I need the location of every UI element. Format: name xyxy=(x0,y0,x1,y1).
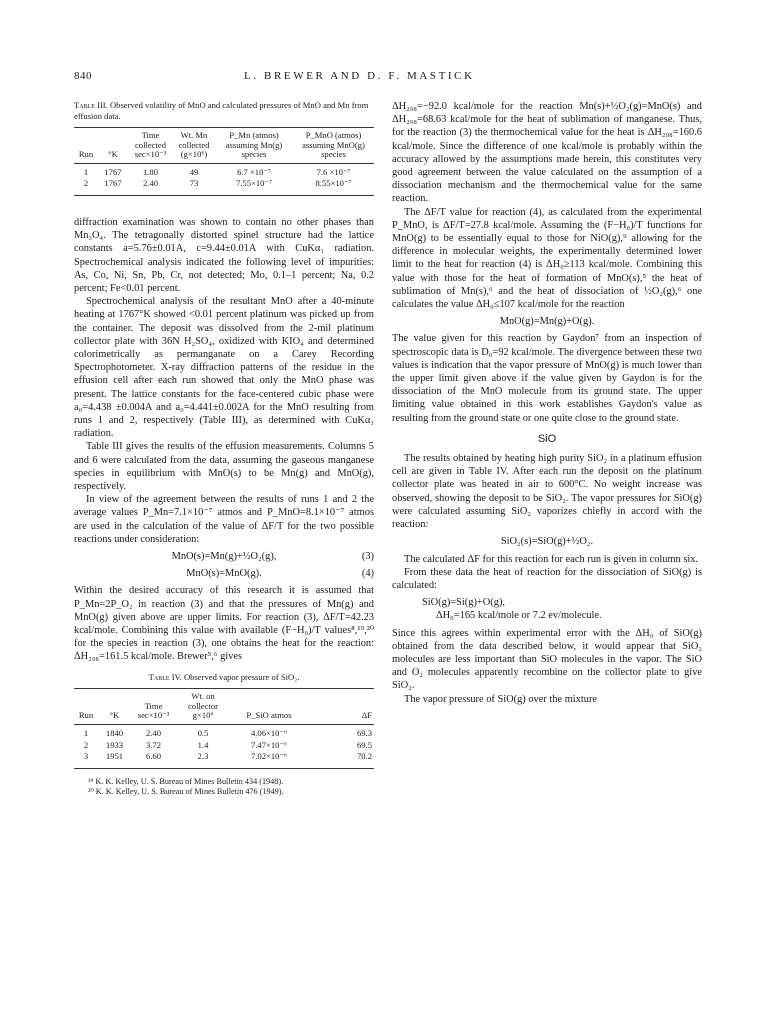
right-paragraph-6: From these data the heat of reaction for the dissociation of SiO(g) is calculated: xyxy=(392,566,702,591)
page-number: 840 xyxy=(74,70,92,82)
right-paragraph-5: The calculated ΔF for this reaction for each run is given in column six. xyxy=(404,553,699,565)
table4-caption-text: Observed vapor pressure of SiO₂. xyxy=(181,671,300,682)
table3-caption-label: Table III. xyxy=(74,100,108,110)
table-cell: 7.55×10⁻⁷ xyxy=(235,178,272,189)
right-paragraph-7: Since this agrees within experimental error with the ΔH₀ of SiO(g) obtained from the data described below, it would appear that SiO₂ molecules are less important than SiO molecules in the vapor. The SiO and O₂ molecules apparently recombine on the collector plate to give SiO₂. xyxy=(392,627,702,692)
equation-4-text: MnO(s)=MnO(g). xyxy=(186,568,262,580)
left-paragraph-4: In view of the agreement between the results of runs 1 and 2 the average values P_Mn=7.1×10⁻⁷ atmos and P_MnO=8.1×10⁻⁷ atmos are used in the calculation of the value of ΔF/T for the two possible reactions under consideration: xyxy=(74,494,374,545)
table4-caption xyxy=(74,672,374,683)
left-paragraph-5: Within the desired accuracy of this research it is assumed that P_Mn=2P_O₂ in reaction (3) and that the pressures of Mn(g) and MnO(g) given above are upper limits. For reaction (3), ΔF/T=42.23 kcal/mole. Combining this value with available (F−H₀)/T values⁸,¹⁹,²⁰ for the species in reaction (3), one obtains the heat for the reaction: ΔH₂₉₈=161.5 kcal/mole. Brewer⁵,⁶ gives xyxy=(74,585,374,663)
table-cell: 1.4 xyxy=(197,739,209,750)
equation-5: MnO(g)=Mn(g)+O(g). xyxy=(499,316,595,328)
table-cell: 3 xyxy=(83,751,89,762)
table4-header-row xyxy=(74,689,374,725)
table3-col-run: Run xyxy=(78,149,94,160)
table4-col-run: Run xyxy=(78,710,94,721)
table-row xyxy=(74,163,374,178)
table4-col-time: Time sec×10⁻³ xyxy=(137,700,170,721)
table-cell: 2.40 xyxy=(142,178,159,189)
table-cell: 1 xyxy=(83,727,89,738)
table-cell: 8.55×10⁻⁷ xyxy=(315,178,352,189)
table3-caption-text: Observed volatility of MnO and calculated pressures of MnO and Mn from effusion data. xyxy=(74,100,369,121)
table-cell: 2.40 xyxy=(145,727,162,738)
table4-col-psio: P_SiO atmos xyxy=(246,710,292,721)
table3-col-pmn: P_Mn (atmos) assuming Mn(g) species xyxy=(225,130,283,160)
right-paragraph-3: The value given for this reaction by Gaydon⁷ from an inspection of spectroscopic data is D₀=92 kcal/mole. The divergence between these two values is indication that the vapor pressure of MnO(g) is much lower than the upper limit given above if the value given by Gaydon is for the dissociation of the MnO molecule from its ground state. The upper limiting value obtained in this work establishes Gaydon's value as resulting from the ground state or one quite close to the ground state. xyxy=(392,333,702,424)
table3-col-time: Time collected sec×10⁻³ xyxy=(134,130,167,160)
table4-col-wt: Wt. on collector g×10⁶ xyxy=(187,691,219,721)
table4 xyxy=(74,688,374,769)
table-cell: 1.80 xyxy=(142,166,159,177)
table-row xyxy=(74,751,374,768)
table3-col-temp: °K xyxy=(108,149,118,160)
table-cell: 6.7 ×10⁻⁷ xyxy=(237,166,271,177)
table-cell: 1767 xyxy=(104,178,122,189)
table-cell: 2.3 xyxy=(197,751,209,762)
left-paragraph-3: Table III gives the results of the effusion measurements. Columns 5 and 6 were calculated from the data, assuming the gaseous manganese species in equilibrium with MnO(s) to be Mn(g) and MnO(g), respectively. xyxy=(74,441,374,493)
table-row xyxy=(74,740,374,752)
running-head: L. BREWER AND D. F. MASTICK xyxy=(244,70,475,82)
table3-col-pmno: P_MnO (atmos) assuming MnO(g) species xyxy=(302,130,365,160)
table-cell: 7.02×10⁻⁶ xyxy=(250,751,287,762)
table-cell: 69.5 xyxy=(356,739,372,750)
table-cell: 2 xyxy=(83,739,89,750)
table-cell: 1933 xyxy=(105,739,124,750)
table-cell: 1767 xyxy=(104,166,122,177)
footnote-20: ²⁰ K. K. Kelley, U. S. Bureau of Mines Bulletin 476 (1949). xyxy=(88,787,284,797)
equation-7-line-1: SiO(g)=Si(g)+O(g), xyxy=(422,597,506,609)
table-cell: 1951 xyxy=(105,751,124,762)
table3-caption xyxy=(74,100,374,121)
equation-3 xyxy=(74,550,374,563)
table-cell: 69.3 xyxy=(356,727,372,738)
equation-7 xyxy=(392,596,702,622)
table4-col-df: ΔF xyxy=(361,710,372,721)
table4-col-temp: °K xyxy=(109,710,120,721)
table-cell: 1840 xyxy=(105,727,124,738)
left-column xyxy=(74,100,374,798)
table-cell: 7.6 ×10⁻⁷ xyxy=(316,166,351,177)
table-cell: 73 xyxy=(189,178,199,189)
table-cell: 7.47×10⁻⁶ xyxy=(250,739,287,750)
page-header xyxy=(74,70,702,86)
right-paragraph-8: The vapor pressure of SiO(g) over the mixture xyxy=(404,693,598,705)
table-cell: 6.60 xyxy=(145,751,162,762)
right-paragraph-1: ΔH₂₉₈=−92.0 kcal/mole for the reaction Mn(s)+½O₂(g)=MnO(s) and ΔH₂₉₈=68.63 kcal/mole for the heat of sublimation of manganese. Thus, for the reaction (3) the thermochemical value for the heat is ΔH₂₉₈=160.6 kcal/mole. Since the difference of one kcal/mole is probably within the accuracy allowed by the assumptions made herein, this constitutes very good agreement between the value calculated on the assumption of a dissociation mechanism and the thermochemical value for the same reaction. xyxy=(392,101,702,205)
table-cell: 2 xyxy=(83,178,89,189)
right-paragraph-4: The results obtained by heating high purity SiO₂ in a platinum effusion cell are given in Table IV. After each run the deposit on the platinum collector plate was heated in air to 600°C. No weight increase was observed, showing the deposit to be SiO₂. The vapor pressures for SiO(g) were calculated assuming SiO₂ vaporizes chiefly in accord with the reaction: xyxy=(392,453,702,531)
left-paragraph-2: Spectrochemical analysis of the resultant MnO after a 40-minute heating at 1767°K showed <0.01 percent platinum was picked up from the container. The deposit was dissolved from the 2-mil platinum collector plate with 36N H₂SO₄, oxidized with KIO₄ and determined colorimetrically as permanganate on a Carey Recording Spectrophotometer. X-ray diffraction patterns of the residue in the effusion cell after each run showed that only the MnO phase was present. The lattice constants for the face-centered cubic phase were a₀=4.438 ±0.004A and a₀=4.441±0.002A for the MnO resulting from runs 1 and 2, respectively (Table III), as determined with CuKα₁ radiation. xyxy=(74,296,374,440)
right-column xyxy=(392,100,702,706)
equation-6: SiO₂(s)=SiO(g)+½O₂. xyxy=(500,536,594,548)
equation-3-number: (3) xyxy=(361,551,374,563)
equation-4-number: (4) xyxy=(361,568,374,580)
equation-3-text: MnO(s)=Mn(g)+½O₂(g), xyxy=(171,551,277,563)
table-row xyxy=(74,178,374,195)
table-row xyxy=(74,724,374,739)
table-cell: 49 xyxy=(189,166,199,177)
table3-col-wt: Wt. Mn collected (g×10⁶) xyxy=(178,130,210,160)
table-cell: 0.5 xyxy=(197,727,209,738)
table-cell: 70.2 xyxy=(356,751,372,762)
table-cell: 4.06×10⁻⁶ xyxy=(250,727,287,738)
right-paragraph-2: The ΔF/T value for reaction (4), as calculated from the experimental P_MnO, is ΔF/T=27.8 kcal/mole. Assuming the (F−H₀)/T functions for MnO(g) to be essentially equal to those for NiO(g),⁹ allowing for the difference in molecular weights, the experimentally determined lower limit to the heat for reaction (4) is ΔH₀≥113 kcal/mole. Combining this value with those for the heat of formation of MnO(s),⁵ the heat of sublimation of Mn(s),⁶ and the heat of dissociation of ½O₂(g),⁶ one calculates the value ΔH₀≤107 kcal/mole for the reaction xyxy=(392,206,702,311)
table3-header-row xyxy=(74,128,374,164)
left-paragraph-1: diffraction examination was shown to contain no other phases than Mn₃O₄. The tetragonally distorted spinel structure had the lattice constants a=5.76±0.01A, c=9.44±0.01A with CuKα₁ radiation. Spectrochemical analysis indicated the following level of impurities: As, Co, Ni, Sn, Pb, Cr, not detected; Mo, 0.1–1 percent; Na, 0.2 percent; Fe<0.01 percent. xyxy=(74,216,374,294)
equation-7-line-2: ΔH₀=165 kcal/mole or 7.2 ev/molecule. xyxy=(436,610,602,622)
equation-4 xyxy=(74,567,374,580)
table-cell: 1 xyxy=(83,166,89,177)
footnote-19: ¹⁹ K. K. Kelley, U. S. Bureau of Mines Bulletin 434 (1948). xyxy=(88,776,284,786)
section-title-sio: SiO xyxy=(537,432,557,445)
table-cell: 3.72 xyxy=(145,739,162,750)
table3 xyxy=(74,127,374,196)
table4-caption-label: Table IV. xyxy=(148,671,182,682)
footnotes xyxy=(74,777,374,798)
